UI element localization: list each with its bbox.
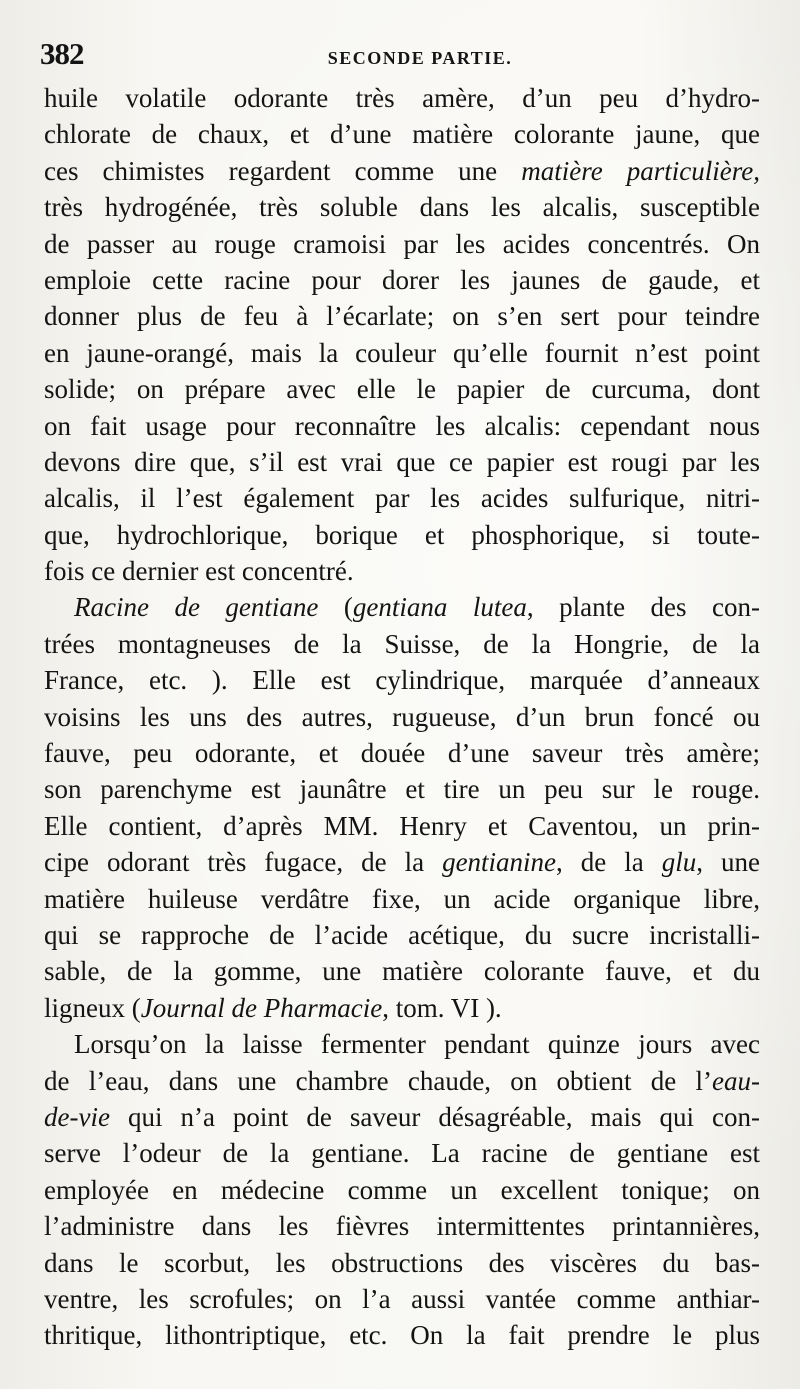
- text-line: fois ce dernier est concentré.: [44, 556, 354, 587]
- text-line: voisins les uns des autres, rugueuse, d’un brun foncé ou: [44, 701, 760, 732]
- italic-text: glu: [661, 847, 697, 878]
- text-line: huile volatile odorante très amère, d’un peu d’hydro-: [44, 83, 760, 113]
- text-line: matière huileuse verdâtre fixe, un acide organique libre,: [44, 883, 760, 914]
- text-line: qui se rapproche de l’acide acétique, du sucre incristalli-: [44, 919, 760, 950]
- text-line: de l’eau, dans une chambre chaude, on obtient de l’eau-: [44, 1065, 760, 1096]
- running-title: SECONDE PARTIE.: [327, 48, 513, 68]
- text-line: Elle contient, d’après MM. Henry et Caventou, un prin-: [44, 810, 760, 841]
- text-line: emploie cette racine pour dorer les jaunes de gaude, et: [44, 264, 760, 295]
- italic-text: de-vie: [44, 1101, 110, 1132]
- text-line: employée en médecine comme un excellent tonique; on: [44, 1174, 760, 1205]
- text-line: alcalis, il l’est également par les acides sulfurique, nitri-: [44, 483, 760, 514]
- text-line: thritique, lithontriptique, etc. On la fait prendre le plus: [44, 1320, 760, 1351]
- text-line: devons dire que, s’il est vrai que ce papier est rougi par les: [44, 446, 760, 477]
- text-line: de passer au rouge cramoisi par les acides concentrés. On: [44, 228, 760, 259]
- italic-text: gentiana lutea: [352, 592, 527, 623]
- text-line: cipe odorant très fugace, de la gentianine, de la glu, une: [44, 847, 760, 878]
- text-line: son parenchyme est jaunâtre et tire un peu sur le rouge.: [44, 774, 760, 805]
- body-text: [44, 80, 760, 1354]
- text-line: en jaune-orangé, mais la couleur qu’elle fournit n’est point: [44, 337, 760, 368]
- text-line: serve l’odeur de la gentiane. La racine de gentiane est: [44, 1138, 760, 1169]
- italic-text: Racine de gentiane: [74, 592, 319, 623]
- text-line: chlorate de chaux, et d’une matière colorante jaune, que: [44, 119, 760, 150]
- text-line: sable, de la gomme, une matière colorante fauve, et du: [44, 956, 760, 987]
- text-line: Lorsqu’on la laisse fermenter pendant quinze jours avec: [74, 1029, 760, 1060]
- text-line: ligneux (Journal de Pharmacie, tom. VI ).: [44, 992, 502, 1023]
- page-header: [40, 36, 760, 76]
- italic-text: Journal de Pharmacie: [140, 992, 383, 1023]
- text-line: France, etc. ). Elle est cylindrique, marquée d’anneaux: [44, 665, 760, 696]
- text-line: l’administre dans les fièvres intermittentes printannières,: [44, 1211, 760, 1242]
- text-line: on fait usage pour reconnaître les alcalis: cependant nous: [44, 410, 760, 441]
- text-line: Racine de gentiane (gentiana lutea, plante des con-: [74, 592, 760, 623]
- text-line: de-vie qui n’a point de saveur désagréable, mais qui con-: [44, 1101, 760, 1132]
- text-line: très hydrogénée, très soluble dans les alcalis, susceptible: [44, 192, 760, 223]
- italic-text: matière particulière,: [521, 155, 760, 186]
- text-line: ces chimistes regardent comme une matière particulière,: [44, 155, 760, 186]
- text-line: donner plus de feu à l’écarlate; on s’en sert pour teindre: [44, 301, 760, 332]
- text-line: solide; on prépare avec elle le papier de curcuma, dont: [44, 374, 760, 405]
- text-line: ventre, les scrofules; on l’a aussi vantée comme anthiar-: [44, 1283, 760, 1314]
- text-line: que, hydrochlorique, borique et phosphorique, si toute-: [44, 519, 760, 550]
- italic-text: gentianine: [442, 847, 557, 878]
- text-line: dans le scorbut, les obstructions des viscères du bas-: [44, 1247, 760, 1278]
- text-line: fauve, peu odorante, et douée d’une saveur très amère;: [44, 738, 760, 769]
- italic-text: eau-: [712, 1065, 760, 1096]
- page-number: 382: [40, 36, 84, 71]
- text-line: trées montagneuses de la Suisse, de la Hongrie, de la: [44, 628, 760, 659]
